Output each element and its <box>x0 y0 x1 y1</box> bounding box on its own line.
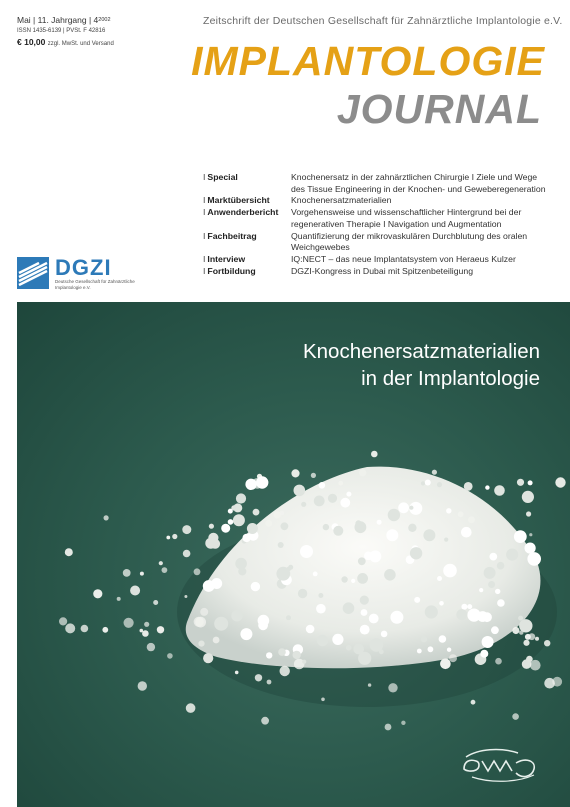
granule <box>358 557 366 565</box>
granule <box>321 698 325 702</box>
toc-bar: I <box>203 230 206 241</box>
granule <box>213 637 220 644</box>
granule <box>153 600 158 605</box>
granule <box>182 525 191 534</box>
granule <box>124 618 134 628</box>
granule <box>346 492 351 497</box>
granule <box>351 579 355 583</box>
granule <box>203 580 215 592</box>
granule <box>497 562 505 570</box>
granule <box>479 588 483 592</box>
granule <box>485 485 489 489</box>
granule <box>555 477 565 487</box>
toc-category: Marktübersicht <box>207 195 270 206</box>
granule <box>205 538 216 549</box>
granule <box>528 480 533 485</box>
granule <box>361 609 368 616</box>
granule <box>491 626 499 634</box>
granule <box>65 548 73 556</box>
toc-description: Knochenersatzmaterialien <box>291 195 392 206</box>
granule <box>525 543 536 554</box>
granule <box>458 511 464 517</box>
granule <box>228 519 234 525</box>
granule <box>157 626 164 633</box>
granule <box>228 509 233 514</box>
granule <box>410 547 422 559</box>
granule <box>514 530 527 543</box>
granule <box>525 634 531 640</box>
toc-description: DGZI-Kongress in Dubai mit Spitzenbeteiligung <box>291 265 474 276</box>
granule <box>384 569 396 581</box>
granule <box>421 481 425 485</box>
granule <box>517 479 524 486</box>
granule <box>377 520 382 525</box>
granule <box>495 589 500 594</box>
granule <box>522 491 534 503</box>
granule <box>359 469 366 476</box>
granule <box>203 653 213 663</box>
granule <box>267 680 272 685</box>
granule <box>484 567 496 579</box>
dgzi-logo[interactable] <box>17 255 135 297</box>
toc-item[interactable] <box>203 266 548 278</box>
granule <box>461 604 467 610</box>
granule <box>233 514 245 526</box>
granule <box>278 648 286 656</box>
granule <box>527 552 541 566</box>
granule <box>480 650 488 658</box>
publisher-logo <box>460 743 542 785</box>
granule <box>235 558 247 570</box>
granule <box>425 605 438 618</box>
toc-description: IQ:NECT – das neue Implantatsystem von Heraeus Kulzer <box>291 253 516 264</box>
granule <box>341 576 347 582</box>
granule <box>518 616 523 621</box>
toc-category: Special <box>207 172 238 182</box>
granule <box>316 604 326 614</box>
granule <box>130 586 140 596</box>
granule <box>440 659 451 670</box>
granule <box>59 617 67 625</box>
granule <box>144 622 149 627</box>
granule <box>186 703 196 713</box>
granule <box>388 683 397 692</box>
granule <box>456 609 467 620</box>
granule <box>364 552 373 561</box>
granule <box>142 630 149 637</box>
granule <box>221 524 230 533</box>
granule <box>414 597 420 603</box>
granule <box>302 660 306 664</box>
title-journal: JOURNAL <box>336 86 542 132</box>
granule <box>446 508 451 513</box>
granule <box>423 529 435 541</box>
toc-category: Anwenderbericht <box>207 207 279 218</box>
granule <box>235 671 239 675</box>
granule <box>526 656 533 663</box>
toc-item[interactable] <box>203 172 548 195</box>
toc-bar: I <box>203 172 206 182</box>
granule <box>355 520 361 526</box>
granule <box>497 599 505 607</box>
granule <box>489 553 497 561</box>
toc-bar: I <box>203 207 206 218</box>
granule <box>81 625 89 633</box>
granule <box>439 635 447 643</box>
granule <box>184 595 187 598</box>
granule <box>261 717 269 725</box>
granule <box>506 549 518 561</box>
granule <box>529 533 532 536</box>
granule <box>183 550 191 558</box>
granule <box>251 582 260 591</box>
granule <box>255 674 262 681</box>
cover-image <box>17 302 570 807</box>
toc-item[interactable] <box>203 207 548 230</box>
granule <box>253 509 260 516</box>
granule <box>390 611 403 624</box>
granule <box>408 524 416 532</box>
granule <box>311 473 316 478</box>
granule <box>444 538 448 542</box>
cover-headline-line1: Knochenersatzmaterialien <box>302 340 540 363</box>
granule <box>194 568 201 575</box>
cover-headline-line2: in der Implantologie <box>361 367 540 390</box>
granule <box>343 602 355 614</box>
granule <box>93 589 102 598</box>
issue-line <box>17 14 207 26</box>
issue-year: 2002 <box>98 17 111 23</box>
granule <box>231 610 242 621</box>
granule <box>432 470 437 475</box>
granule <box>291 469 299 477</box>
granule <box>172 534 177 539</box>
toc-category: Fachbeitrag <box>207 230 257 241</box>
granule <box>346 645 352 651</box>
granule <box>147 643 155 651</box>
granule <box>104 515 109 520</box>
granule <box>280 511 285 516</box>
granule <box>494 485 505 496</box>
granule <box>464 482 473 491</box>
granule <box>240 628 252 640</box>
granule <box>214 617 228 631</box>
toc-description: Knochenersatz in der zahnärztlichen Chirurgie I Ziele und Wege des Tissue Engineering in der Knochen- und Geweberegeneration <box>291 172 546 194</box>
granule <box>209 524 214 529</box>
granule <box>439 601 444 606</box>
granule <box>371 451 378 458</box>
granule <box>266 652 272 658</box>
cover-headline <box>303 338 540 392</box>
granule <box>286 615 291 620</box>
granule <box>166 536 170 540</box>
granule <box>523 640 529 646</box>
granule <box>200 608 208 616</box>
granule <box>198 641 204 647</box>
granule <box>306 625 315 634</box>
granule <box>467 604 472 609</box>
toc-category: Fortbildung <box>207 265 256 276</box>
granule <box>162 567 168 573</box>
issue-meta <box>17 14 207 51</box>
granule <box>314 496 325 507</box>
granule <box>488 581 495 588</box>
granule <box>357 573 368 584</box>
granule <box>468 516 475 523</box>
table-of-contents <box>203 172 548 277</box>
granule <box>278 542 284 548</box>
issue-text: Mai | 11. Jahrgang | 4 <box>17 15 99 25</box>
granule <box>512 627 519 634</box>
granule <box>298 589 307 598</box>
granule <box>526 511 531 516</box>
price-line <box>17 36 207 51</box>
granule <box>102 627 108 633</box>
granule <box>443 564 457 578</box>
granule <box>425 480 431 486</box>
granule <box>313 572 318 577</box>
granule <box>467 609 480 622</box>
granule <box>138 681 147 690</box>
granule <box>140 572 144 576</box>
granule <box>300 545 313 558</box>
society-subtitle: Zeitschrift der Deutschen Gesellschaft für Zahnärztliche Implantologie e.V. <box>203 15 563 27</box>
granule <box>356 504 361 509</box>
granule <box>360 596 369 605</box>
granule <box>471 700 476 705</box>
title-implantologie: IMPLANTOLOGIE <box>191 38 545 84</box>
granule <box>293 651 301 659</box>
toc-category: Interview <box>207 253 246 264</box>
price-note: zzgl. MwSt. und Versand <box>47 41 114 47</box>
granule <box>512 713 519 720</box>
granule <box>301 502 306 507</box>
granule <box>428 646 434 652</box>
issn-line: ISSN 1435-6139 | PVSt. F 42816 <box>17 28 106 34</box>
granule <box>194 617 204 627</box>
granule <box>247 523 258 534</box>
dgzi-logo-mark-icon <box>17 257 49 289</box>
toc-item[interactable] <box>203 231 548 254</box>
granule <box>353 644 364 655</box>
granule <box>256 476 268 488</box>
granule <box>461 527 472 538</box>
granule <box>281 522 289 530</box>
dgzi-logo-subtitle: Deutsche Gesellschaft für Zahnärztliche Implantologie e.V. <box>55 279 135 290</box>
granule <box>368 683 371 686</box>
granule <box>449 654 457 662</box>
toc-bar: I <box>203 253 206 264</box>
granule <box>544 640 550 646</box>
granule <box>65 623 75 633</box>
granule <box>317 635 328 646</box>
granule <box>294 485 306 497</box>
granule <box>258 615 270 627</box>
price: € 10,00 <box>17 37 46 47</box>
granule <box>323 524 329 530</box>
granule <box>544 678 555 689</box>
granule <box>276 567 290 581</box>
granule <box>340 498 350 508</box>
granule <box>370 638 384 652</box>
granule <box>332 634 343 645</box>
granule <box>159 561 163 565</box>
granule <box>482 636 494 648</box>
granule <box>437 482 442 487</box>
granule <box>437 576 442 581</box>
granule <box>333 526 343 536</box>
granule <box>421 636 427 642</box>
granule <box>386 529 398 541</box>
toc-description: Vorgehensweise und wissenschaftlicher Hintergrund bei der regenerativen Therapie I Navigation und Augmentation <box>291 207 522 229</box>
granule <box>360 625 370 635</box>
granule <box>117 597 121 601</box>
granule <box>409 506 413 510</box>
granule <box>535 637 539 641</box>
granule <box>167 653 173 659</box>
granule <box>265 520 272 527</box>
granule <box>385 724 392 731</box>
granule <box>495 658 502 665</box>
toc-item[interactable] <box>203 254 548 266</box>
toc-description: Quantifizierung der mikrovaskulären Durchblutung des oralen Weichgewebes <box>291 230 528 253</box>
granule <box>401 721 405 725</box>
granule <box>369 614 379 624</box>
granule <box>280 666 290 676</box>
granule <box>123 569 131 577</box>
granule <box>338 481 343 486</box>
granule <box>245 479 256 490</box>
granule <box>447 648 451 652</box>
granule <box>319 482 326 489</box>
granule <box>318 593 323 598</box>
granule <box>519 619 532 632</box>
toc-bar: I <box>203 195 206 206</box>
granule <box>328 494 337 503</box>
granule <box>417 649 422 654</box>
granule <box>388 509 400 521</box>
dgzi-logo-name: DGZI <box>55 255 112 280</box>
granule <box>236 493 246 503</box>
granule <box>381 631 388 638</box>
toc-bar: I <box>203 265 206 276</box>
granule <box>398 502 409 513</box>
toc-item[interactable] <box>203 195 548 207</box>
